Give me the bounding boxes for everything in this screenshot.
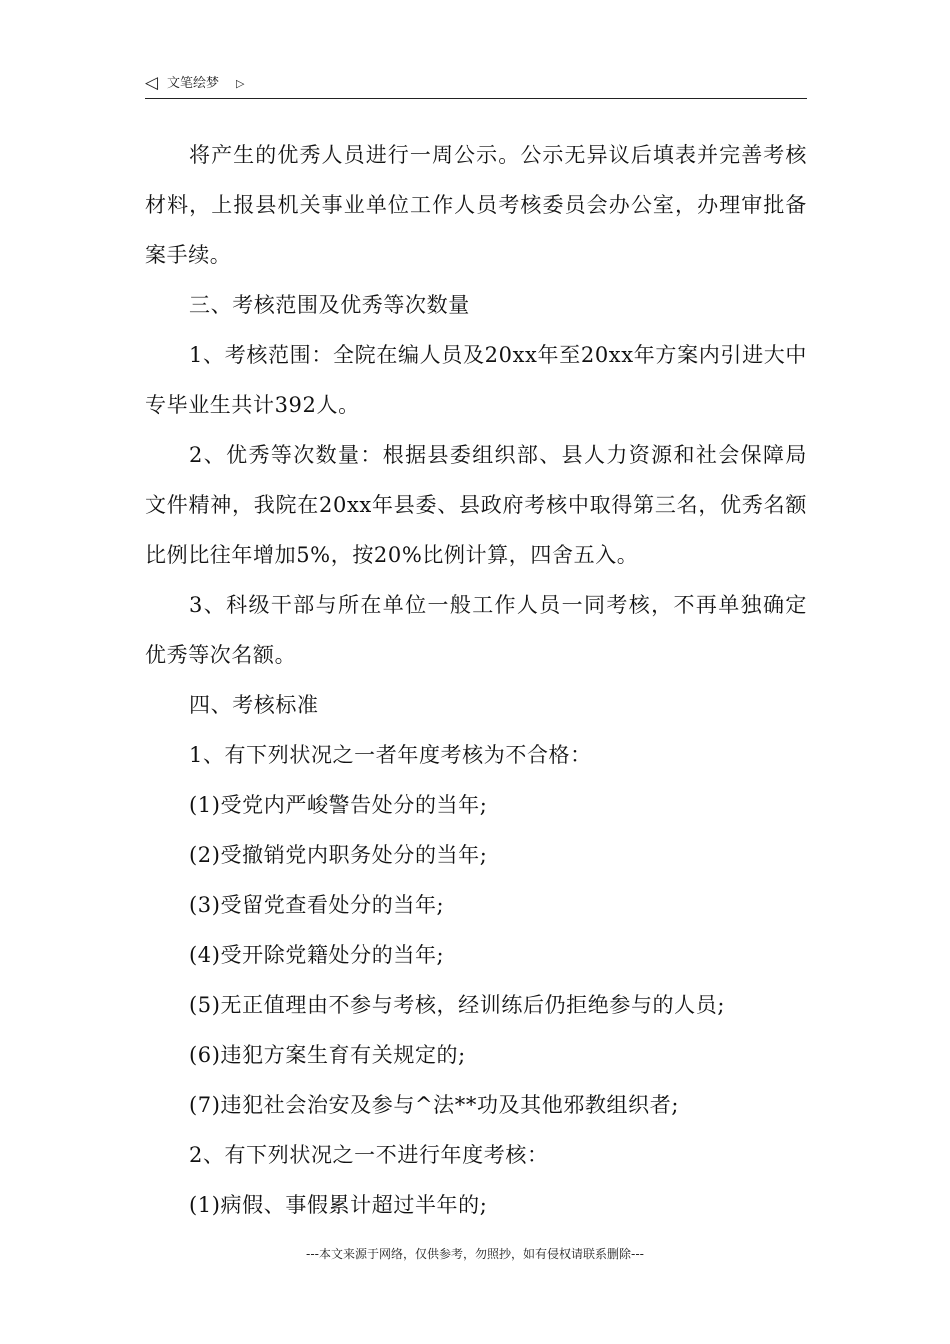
right-triangle-icon: ▷ (236, 77, 245, 90)
paragraph: 1、有下列状况之一者年度考核为不合格： (189, 743, 592, 767)
list-item: (5)无正值理由不参与考核，经训练后仍拒绝参与的人员; (189, 993, 726, 1017)
list-item: (7)违犯社会治安及参与^法**功及其他邪教组织者; (189, 1093, 680, 1117)
paragraph: 2、优秀等次数量：根据县委组织部、县人力资源和社会保障局文件精神，我院在20xx年县委、县政府考核中取得第三名，优秀名额比例比往年增加5%，按20%比例计算，四舍五入。 (145, 443, 807, 567)
paragraph: 1、考核范围：全院在编人员及20xx年至20xx年方案内引进大中专毕业生共计392人。 (145, 343, 807, 417)
list-item: (3)受留党查看处分的当年; (189, 893, 445, 917)
header-title: 文笔绘梦 (167, 76, 220, 91)
list-item: (1)病假、事假累计超过半年的; (189, 1193, 488, 1217)
document-body (145, 130, 807, 1230)
list-item: (2)受撤销党内职务处分的当年; (189, 843, 488, 867)
paragraph: 2、有下列状况之一不进行年度考核： (189, 1143, 549, 1167)
paragraph: 将产生的优秀人员进行一周公示。公示无异议后填表并完善考核材料，上报县机关事业单位工作人员考核委员会办公室，办理审批备案手续。 (145, 143, 807, 267)
section-heading: 四、考核标准 (189, 693, 319, 717)
paragraph: 3、科级干部与所在单位一般工作人员一同考核，不再单独确定优秀等次名额。 (145, 593, 807, 667)
footer-notice: ---本文来源于网络，仅供参考，勿照抄，如有侵权请联系删除--- (306, 1247, 644, 1261)
list-item: (4)受开除党籍处分的当年; (189, 943, 445, 967)
list-item: (6)违犯方案生育有关规定的; (189, 1043, 466, 1067)
section-heading: 三、考核范围及优秀等次数量 (189, 293, 470, 317)
page-header (145, 72, 807, 99)
left-triangle-icon: ◁ (145, 73, 159, 93)
list-item: (1)受党内严峻警告处分的当年; (189, 793, 488, 817)
